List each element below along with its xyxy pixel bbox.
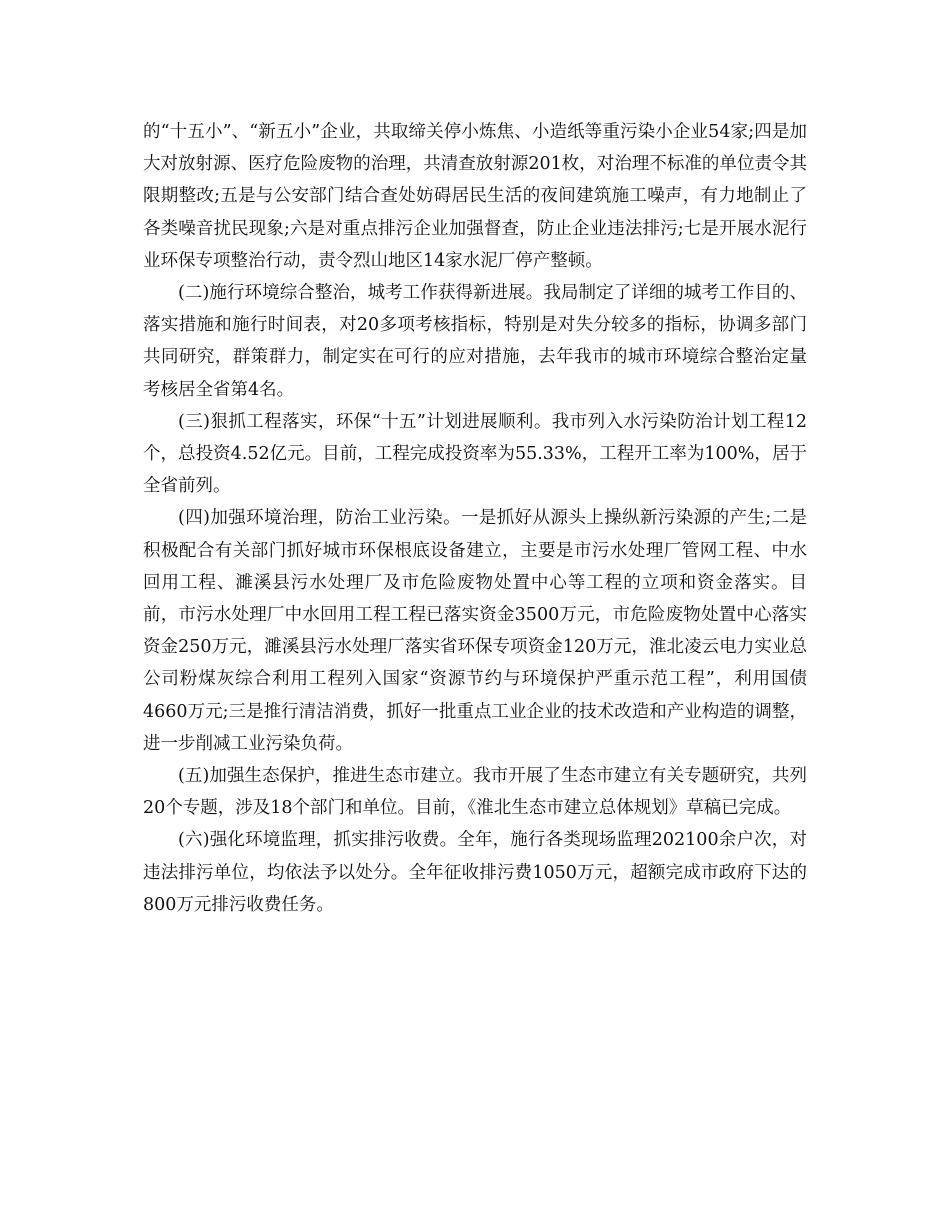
paragraph-section-2: (二)施行环境综合整治，城考工作获得新进展。我局制定了详细的城考工作目的、落实措施和施行时间表，对20多项考核指标，特别是对失分较多的指标，协调多部门共同研究，群策群力，制定实在可行的应对措施，去年我市的城市环境综合整治定量考核居全省第4名。 <box>143 283 807 400</box>
paragraph-section-6: (六)强化环境监理，抓实排污收费。全年，施行各类现场监理202100余户次，对违法排污单位，均依法予以处分。全年征收排污费1050万元，超额完成市政府下达的800万元排污收费任务。 <box>143 830 807 915</box>
document-body <box>143 116 807 921</box>
paragraph-section-4: (四)加强环境治理，防治工业污染。一是抓好从源头上操纵新污染源的产生;二是积极配合有关部门抓好城市环保根底设备建立，主要是市污水处理厂管网工程、中水回用工程、濉溪县污水处理厂及市危险废物处置中心等工程的立项和资金落实。目前，市污水处理厂中水回用工程工程已落实资金3500万元，市危险废物处置中心落实资金250万元，濉溪县污水处理厂落实省环保专项资金120万元，淮北凌云电力实业总公司粉煤灰综合利用工程列入国家“资源节约与环境保护严重示范工程”，利用国债4660万元;三是推行清洁消费，抓好一批重点工业企业的技术改造和产业构造的调整，进一步削减工业污染负荷。 <box>143 508 807 754</box>
paragraph-continuation: 的“十五小”、“新五小”企业，共取缔关停小炼焦、小造纸等重污染小企业54家;四是加大对放射源、医疗危险废物的治理，共清查放射源201枚，对治理不标准的单位责令其限期整改;五是与公安部门结合查处妨碍居民生活的夜间建筑施工噪声，有力地制止了各类噪音扰民现象;六是对重点排污企业加强督查，防止企业违法排污;七是开展水泥行业环保专项整治行动，责令烈山地区14家水泥厂停产整顿。 <box>143 122 807 271</box>
paragraph-section-5: (五)加强生态保护，推进生态市建立。我市开展了生态市建立有关专题研究，共列20个专题，涉及18个部门和单位。目前，《淮北生态市建立总体规划》草稿已完成。 <box>143 766 807 819</box>
paragraph-section-3: (三)狠抓工程落实，环保“十五”计划进展顺利。我市列入水污染防治计划工程12个，总投资4.52亿元。目前，工程完成投资率为55.33%，工程开工率为100%，居于全省前列。 <box>143 411 807 497</box>
